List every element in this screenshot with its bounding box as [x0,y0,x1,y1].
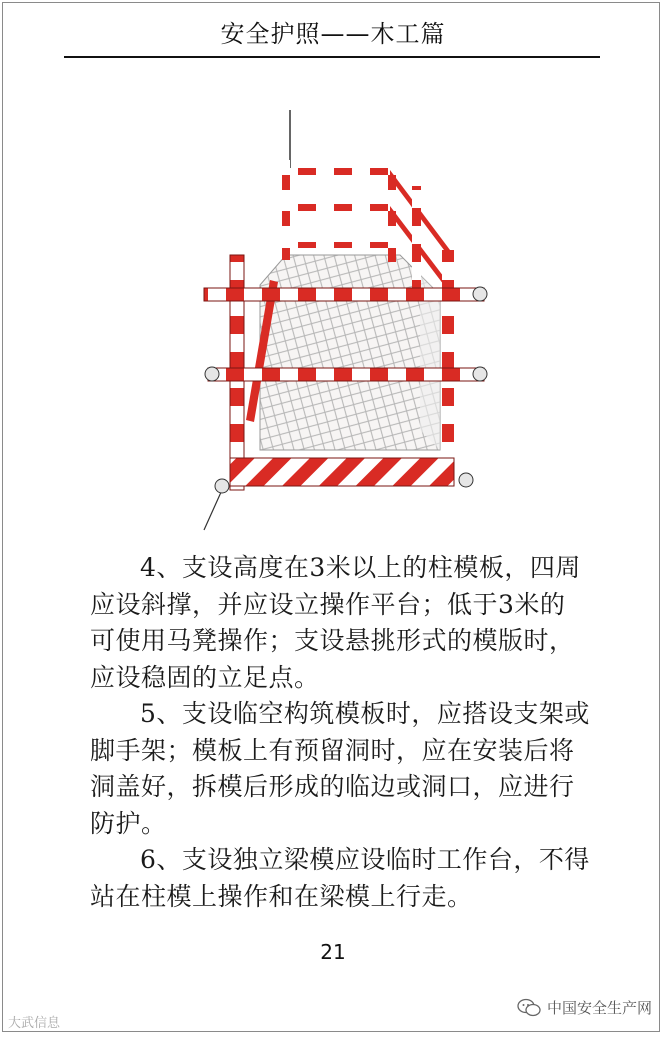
source-label: 中国安全生产网 [546,999,652,1017]
wechat-icon [517,998,541,1018]
header-divider [64,56,600,58]
watermark-right [517,997,652,1018]
paragraph-4: 4、支设高度在3米以上的柱模板，四周应设斜撑，并应设立操作平台；低于3米的可使用马凳操作；支设悬挑形式的模版时，应设稳固的立足点。 [90,553,581,692]
paragraph-5: 5、支设临空构筑模板时，应搭设支架或脚手架；模板上有预留洞时，应在安装后将洞盖好，拆模后形成的临边或洞口，应进行防护。 [90,699,590,838]
guardrail-platform-illustration [190,100,495,540]
paragraph-6: 6、支设独立梁模应设临时工作台，不得站在柱模上操作和在梁模上行走。 [90,845,590,911]
watermark-left: 大武信息 [8,1016,61,1031]
page-number: 21 [320,940,346,964]
page-title: 安全护照——木工篇 [220,20,446,48]
body-text [90,550,590,915]
